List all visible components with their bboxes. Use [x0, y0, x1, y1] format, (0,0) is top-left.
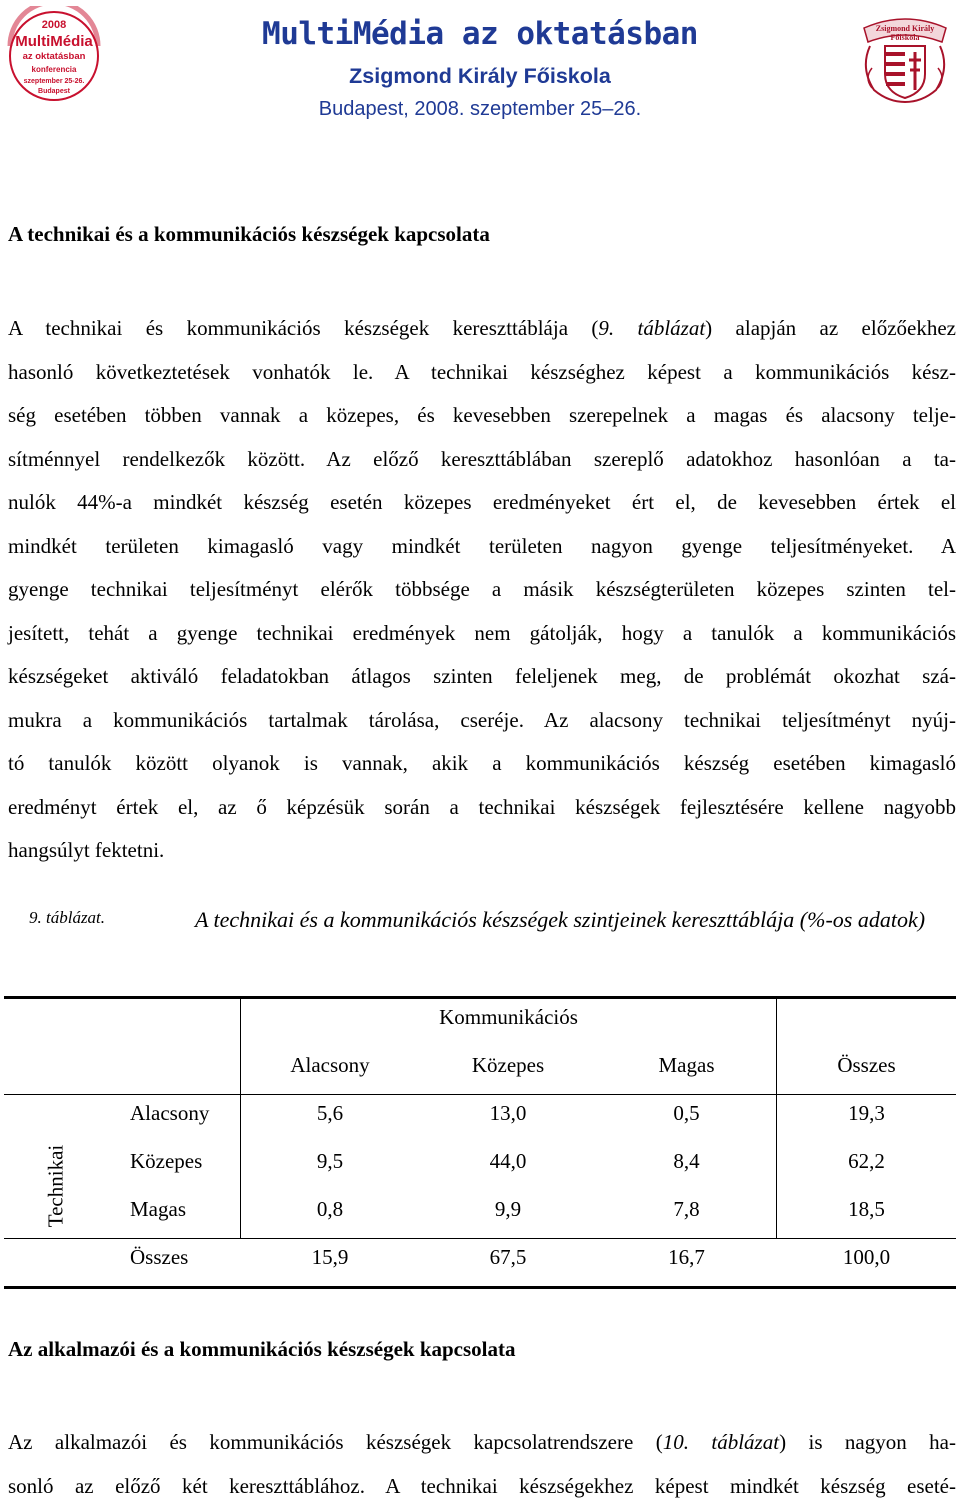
- col-header: Magas: [597, 1050, 776, 1080]
- paragraph-line: jesített, tehát a gyenge technikai eredmények nem gátolják, hogy a tanulók a kommunikációs: [8, 612, 956, 656]
- paragraph-line: ség esetében többen vannak a közepes, és kevesebben szerepelnek a magas és alacsony telje-: [8, 394, 956, 438]
- paragraph-line: sonló az előző két kereszttáblához. A technikai készségekhez képest mindkét készség eseté-: [8, 1465, 956, 1508]
- table-caption-text: A technikai és a kommunikációs készségek szintjeinek kereszttáblája (%-os adatok): [160, 898, 960, 942]
- table-header-rule: [4, 1094, 956, 1095]
- section-heading-application-communication: Az alkalmazói és a kommunikációs készségek kapcsolata: [8, 1337, 516, 1362]
- table-cell: 0,8: [241, 1194, 419, 1224]
- row-group-header: Technikai: [36, 1166, 76, 1206]
- logo-city: Budapest: [38, 88, 71, 95]
- header-institution: Zsigmond Király Főiskola: [0, 64, 960, 89]
- crest-name-line1: Zsigmond Király: [876, 24, 934, 33]
- logo-event: konferencia: [32, 65, 77, 74]
- table-reference: 10. táblázat: [663, 1430, 779, 1454]
- paragraph-line: nulók 44%-a mindkét készség esetén közepes eredményeket ért el, de kevesebben értek el: [8, 481, 956, 525]
- paragraph-line: tó tanulók között olyanok is vannak, akik a kommunikációs készség esetében kimagasló: [8, 742, 956, 786]
- logo-year: 2008: [42, 19, 66, 31]
- paragraph-line: hasonló következtetések vonhatók le. A technikai készséghez képest a kommunikációs kész-: [8, 351, 956, 395]
- table-cell: 18,5: [777, 1194, 956, 1224]
- header-date: Budapest, 2008. szeptember 25–26.: [0, 98, 960, 121]
- section1-paragraph: [8, 307, 956, 873]
- table-cell: 9,5: [241, 1146, 419, 1176]
- section-heading-technical-communication: A technikai és a kommunikációs készségek kapcsolata: [8, 222, 490, 247]
- col-header: Alacsony: [241, 1050, 419, 1080]
- table-caption-label: 9. táblázat.: [29, 908, 105, 928]
- table-cell: 7,8: [597, 1194, 776, 1224]
- table-cell: 5,6: [241, 1098, 419, 1128]
- logo-dates: szeptember 25-26.: [24, 78, 85, 85]
- paragraph-line: mindkét területen kimagasló vagy mindkét területen nagyon gyenge teljesítményeket. A: [8, 525, 956, 569]
- paragraph-line: eredményt értek el, az ő képzésük során a technikai készségek fejlesztésére kellene nagyobb: [8, 786, 956, 830]
- total-cell: 100,0: [777, 1242, 956, 1272]
- crest-name-line2: Főiskola: [891, 33, 920, 42]
- paragraph-line: Az alkalmazói és kommunikációs készségek kapcsolatrendszere (10. táblázat) is nagyon ha-: [8, 1421, 956, 1465]
- table-cell: 9,9: [419, 1194, 597, 1224]
- col-header: Közepes: [419, 1050, 597, 1080]
- table-total-rule: [4, 1238, 956, 1239]
- row-label: Közepes: [130, 1146, 202, 1176]
- paragraph-line: hangsúlyt fektetni.: [8, 829, 956, 873]
- table-cell: 13,0: [419, 1098, 597, 1128]
- paragraph-line: gyenge technikai teljesítményt elérők többsége a másik készségterületen közepes szinten tel-: [8, 568, 956, 612]
- row-label: Magas: [130, 1194, 186, 1224]
- header-title: MultiMédia az oktatásban: [0, 16, 960, 52]
- paragraph-line: mukra a kommunikációs tartalmak tárolása, cseréje. Az alacsony technikai teljesítményt nyúj-: [8, 699, 956, 743]
- table-top-rule: [4, 996, 956, 999]
- col-header: Összes: [777, 1050, 956, 1080]
- total-cell: 15,9: [241, 1242, 419, 1272]
- table-reference: 9. táblázat: [598, 316, 705, 340]
- total-cell: 67,5: [419, 1242, 597, 1272]
- paragraph-line: sítménnyel rendelkezők között. Az előző kereszttáblában szereplő adatokhoz hasonlóan a ta-: [8, 438, 956, 482]
- logo-name: MultiMédia: [15, 33, 93, 50]
- total-cell: 16,7: [597, 1242, 776, 1272]
- paragraph-line: készségeket aktiváló feladatokban átlagos szinten feleljenek meg, de problémát okozhat szá-: [8, 655, 956, 699]
- logo-sub: az oktatásban: [23, 51, 86, 62]
- crosstab-table: [4, 996, 956, 1290]
- table-cell: 8,4: [597, 1146, 776, 1176]
- table-cell: 62,2: [777, 1146, 956, 1176]
- paragraph-line: A technikai és kommunikációs készségek kereszttáblája (9. táblázat) alapján az előzőekhez: [8, 307, 956, 351]
- total-row-label: Összes: [130, 1242, 188, 1272]
- section2-paragraph: [8, 1421, 956, 1508]
- table-bottom-rule: [4, 1286, 956, 1289]
- col-group-header: Kommunikációs: [241, 1002, 776, 1032]
- row-label: Alacsony: [130, 1098, 209, 1128]
- institution-crest: [858, 8, 952, 104]
- table-cell: 19,3: [777, 1098, 956, 1128]
- table-cell: 44,0: [419, 1146, 597, 1176]
- table-cell: 0,5: [597, 1098, 776, 1128]
